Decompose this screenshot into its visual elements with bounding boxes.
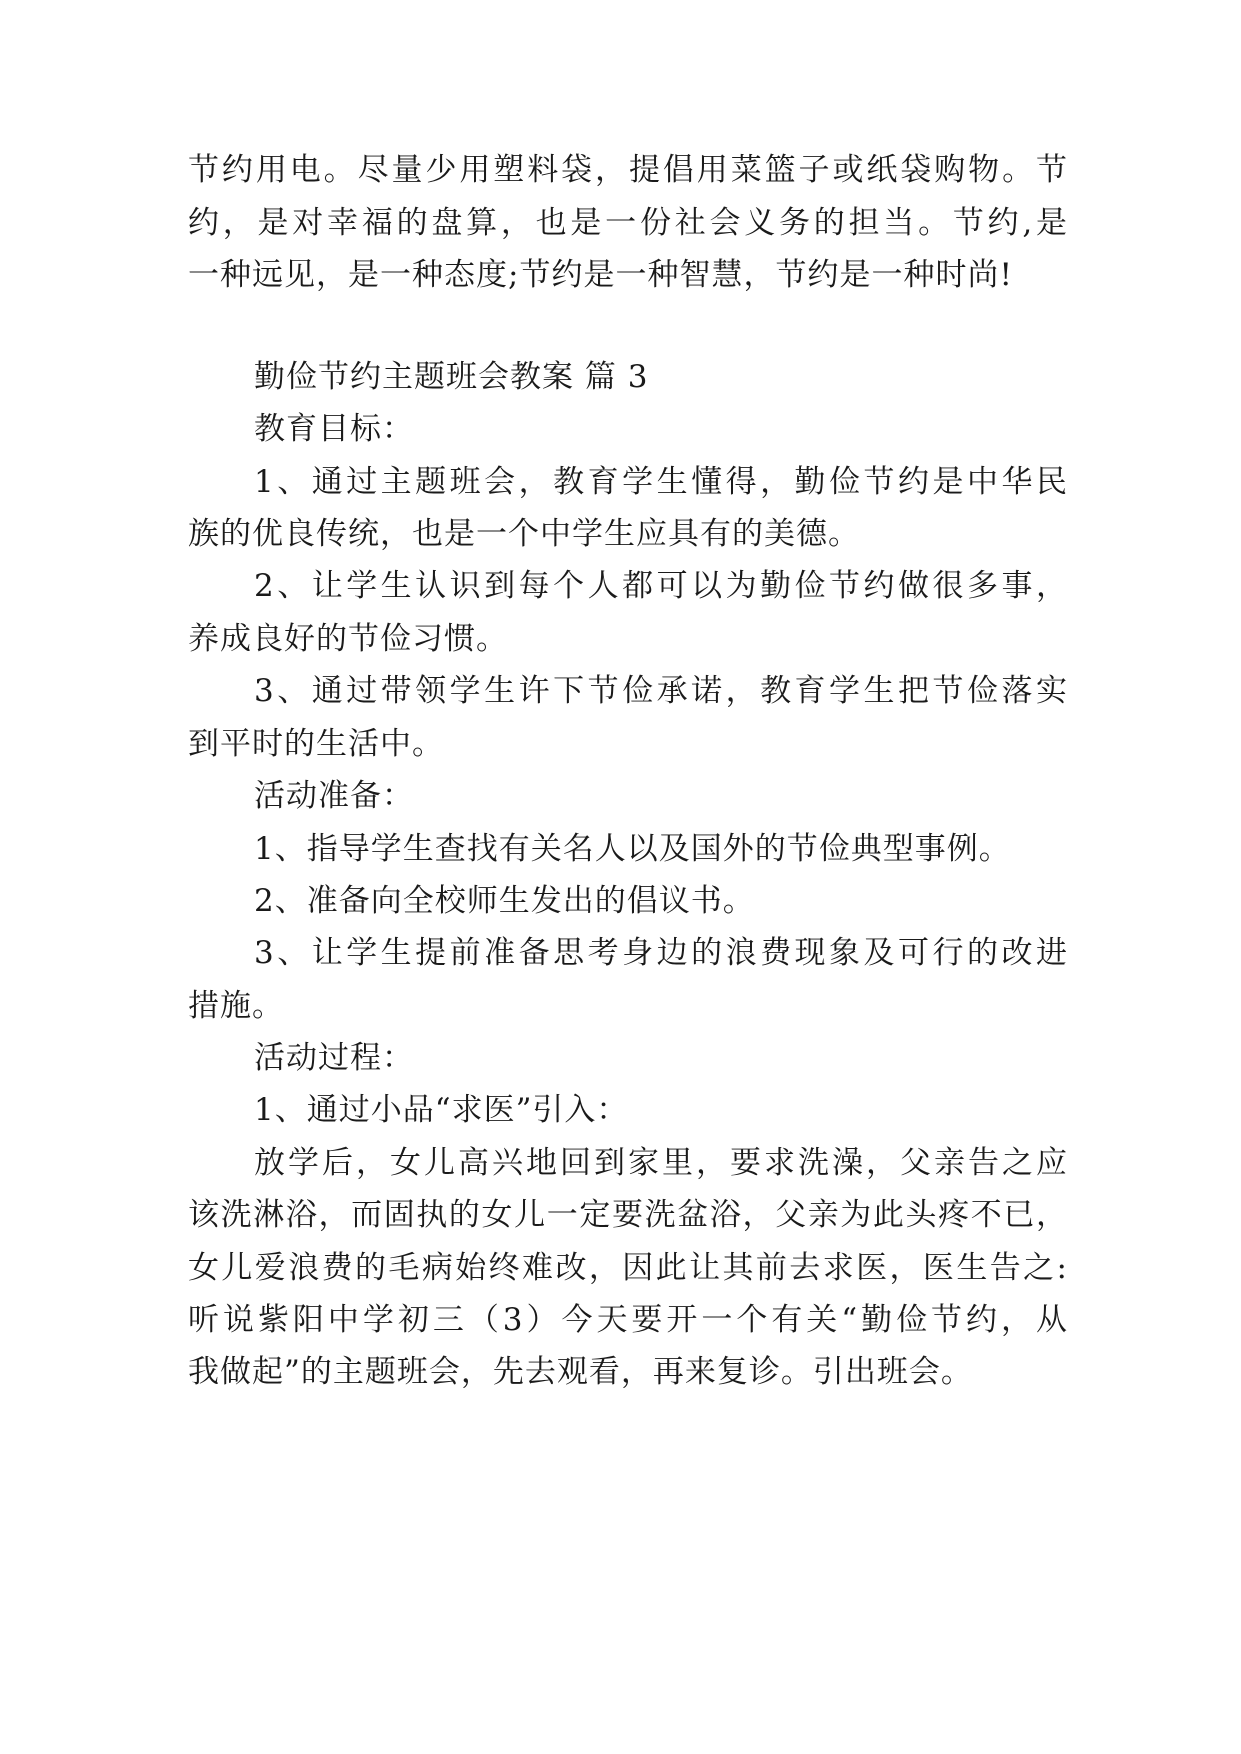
goal-1-line: 族的优良传统，也是一个中学生应具有的美德。 <box>188 516 860 552</box>
story-line: 听说紫阳中学初三（3）今天要开一个有关“勤俭节约，从 <box>188 1302 1068 1338</box>
goals-heading: 教育目标： <box>254 411 414 447</box>
prep-item-1: 1、指导学生查找有关名人以及国外的节俭典型事例。 <box>254 831 1011 867</box>
goal-3-line: 3、通过带领学生许下节俭承诺，教育学生把节俭落实 <box>254 673 1068 709</box>
story-line: 我做起”的主题班会，先去观看，再来复诊。引出班会。 <box>188 1354 973 1390</box>
process-item-1: 1、通过小品“求医”引入： <box>254 1092 629 1128</box>
paragraph-line: 一种远见，是一种态度;节约是一种智慧，节约是一种时尚! <box>188 257 1013 293</box>
paragraph-line: 约，是对幸福的盘算，也是一份社会义务的担当。节约,是 <box>188 205 1068 241</box>
goal-1-line: 1、通过主题班会，教育学生懂得，勤俭节约是中华民 <box>254 464 1068 500</box>
section-title: 勤俭节约主题班会教案 篇 3 <box>254 359 649 395</box>
story-line: 女儿爱浪费的毛病始终难改，因此让其前去求医，医生告之: <box>188 1250 1068 1286</box>
prep-item-3-line: 3、让学生提前准备思考身边的浪费现象及可行的改进 <box>254 935 1068 971</box>
story-line: 该洗淋浴，而固执的女儿一定要洗盆浴，父亲为此头疼不已， <box>188 1197 1068 1233</box>
goal-2-line: 2、让学生认识到每个人都可以为勤俭节约做很多事， <box>254 568 1068 604</box>
prep-item-2: 2、准备向全校师生发出的倡议书。 <box>254 883 755 919</box>
story-line: 放学后，女儿高兴地回到家里，要求洗澡，父亲告之应 <box>254 1145 1068 1181</box>
paragraph-line: 节约用电。尽量少用塑料袋，提倡用菜篮子或纸袋购物。节 <box>188 152 1068 188</box>
goal-3-line: 到平时的生活中。 <box>188 726 444 762</box>
goal-2-line: 养成良好的节俭习惯。 <box>188 621 508 657</box>
prep-item-3-line: 措施。 <box>188 988 284 1024</box>
prep-heading: 活动准备： <box>254 778 414 814</box>
process-heading: 活动过程： <box>254 1040 414 1076</box>
